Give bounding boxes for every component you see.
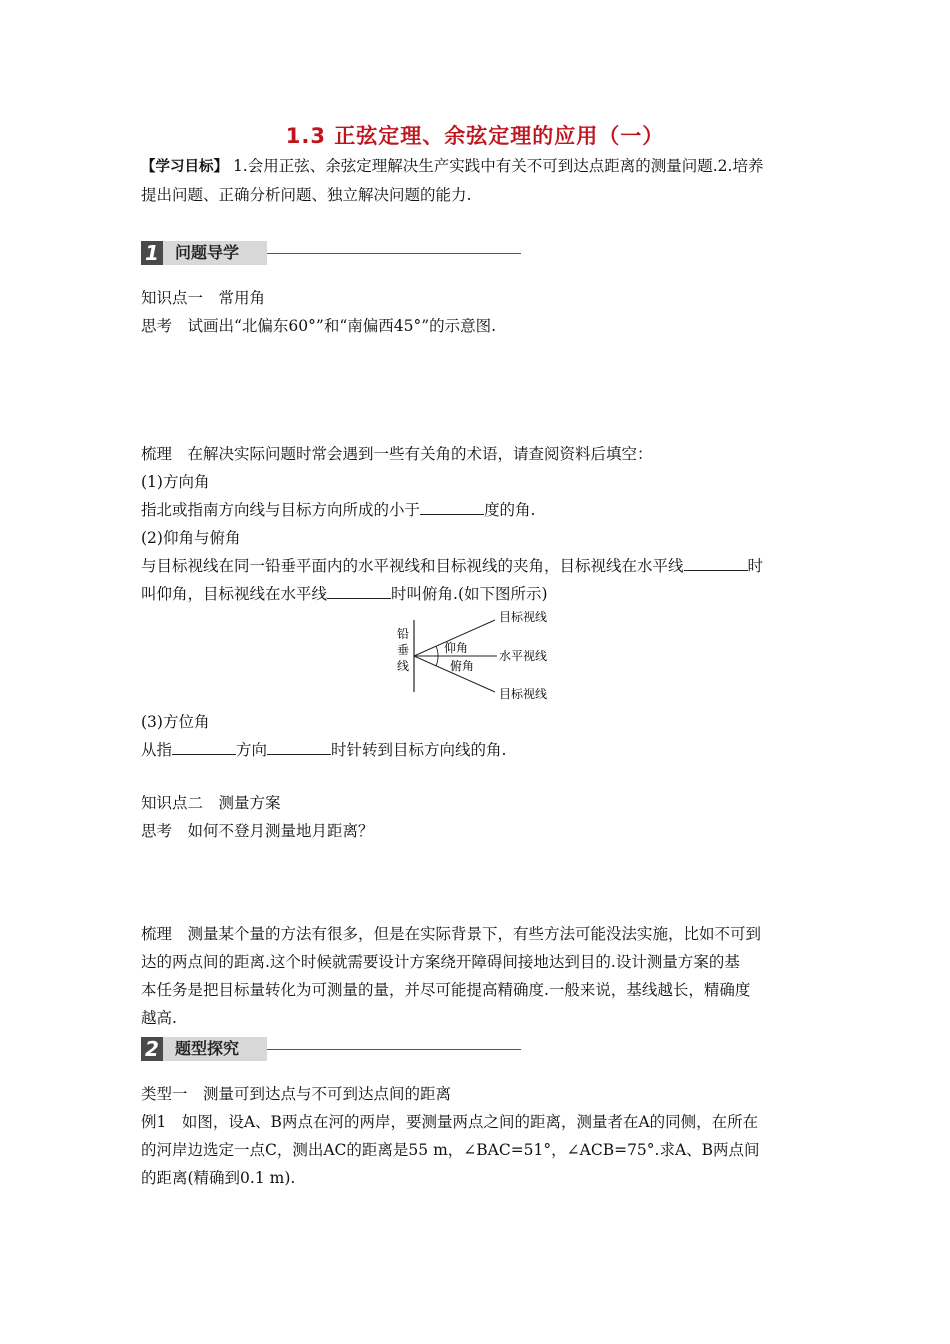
kp2-comb-1: 梳理 测量某个量的方法有很多，但是在实际背景下，有些方法可能没法实施，比如不可到 (141, 925, 762, 943)
example1-line1: 例1 如图，设A、B两点在河的两岸，要测量两点之间的距离，测量者在A的同侧，在所在 (141, 1113, 759, 1131)
objective-label: 【学习目标】 (141, 159, 228, 175)
kp1-item2-line1 (141, 552, 813, 580)
kp1-item3-title: (3)方位角 (141, 713, 210, 731)
target-bottom-label: 目标视线 (499, 687, 548, 701)
section-rule (267, 1049, 521, 1050)
item3-text-c: 时针转到目标方向线的角. (331, 741, 507, 759)
vertical-label-3: 线 (397, 659, 410, 673)
section-label: 题型探究 (163, 1037, 267, 1061)
section-label: 问题导学 (163, 241, 267, 265)
kp1-item3 (141, 736, 813, 764)
type1-title: 类型一 测量可到达点与不可到达点间的距离 (141, 1085, 452, 1103)
example1-line2: 的河岸边选定一点C，测出AC的距离是55 m，∠BAC=51°，∠ACB=75°.求A、B两点间 (141, 1141, 760, 1159)
elevation-depression-diagram (390, 606, 565, 706)
fill-blank[interactable] (267, 738, 331, 755)
kp1-item2-line2 (141, 580, 813, 608)
kp1-item2-title: (2)仰角与俯角 (141, 529, 241, 547)
fill-blank[interactable] (327, 582, 391, 599)
section-header-2 (141, 1037, 521, 1063)
item3-text-b: 方向 (236, 741, 268, 759)
example1-line3: 的距离(精确到0.1 m). (141, 1169, 296, 1187)
section-number: 1 (141, 241, 163, 265)
kp1-item1 (141, 496, 813, 524)
section-number: 2 (141, 1037, 163, 1061)
item2-text-d: 时叫俯角.(如下图所示) (391, 585, 548, 603)
objective-line2: 提出问题、正确分析问题、独立解决问题的能力. (141, 186, 472, 204)
page-title: 1.3 正弦定理、余弦定理的应用（一） (285, 124, 665, 148)
item2-text-b: 时 (747, 557, 764, 575)
upper-angle-arc (436, 646, 438, 656)
learning-objective (141, 152, 813, 209)
horizontal-label: 水平视线 (499, 649, 548, 663)
lower-angle-label: 俯角 (450, 659, 475, 673)
item2-text-c: 叫仰角，目标视线在水平线 (141, 585, 328, 603)
kp1-think: 思考 试画出“北偏东60°”和“南偏西45°”的示意图. (141, 317, 497, 335)
item1-text-a: 指北或指南方向线与目标方向所成的小于 (141, 501, 421, 519)
objective-line1: 1.会用正弦、余弦定理解决生产实践中有关不可到达点距离的测量问题.2.培养 (232, 157, 764, 175)
kp2-comb-2: 达的两点间的距离.这个时候就需要设计方案绕开障碍间接地达到目的.设计测量方案的基 (141, 953, 740, 971)
fill-blank[interactable] (172, 738, 236, 755)
kp2-title: 知识点二 测量方案 (141, 794, 281, 812)
kp1-item1-title: (1)方向角 (141, 473, 210, 491)
kp2-comb-4: 越高. (141, 1009, 177, 1027)
kp1-title: 知识点一 常用角 (141, 289, 266, 307)
upper-angle-label: 仰角 (444, 641, 469, 655)
item2-text-a: 与目标视线在同一铅垂平面内的水平视线和目标视线的夹角，目标视线在水平线 (141, 557, 684, 575)
section-header-1 (141, 241, 521, 267)
item3-text-a: 从指 (141, 741, 173, 759)
section-rule (267, 253, 521, 254)
kp2-think: 思考 如何不登月测量地月距离？ (141, 822, 374, 840)
kp1-comb: 梳理 在解决实际问题时常会遇到一些有关角的术语，请查阅资料后填空： (141, 445, 653, 463)
item1-text-b: 度的角. (484, 501, 536, 519)
lower-angle-arc (436, 656, 438, 666)
target-top-label: 目标视线 (499, 610, 548, 624)
vertical-label-2: 垂 (397, 643, 410, 657)
kp2-comb-3: 本任务是把目标量转化为可测量的量，并尽可能提高精确度.一般来说，基线越长，精确度 (141, 981, 751, 999)
vertical-label-1: 铅 (397, 627, 410, 641)
fill-blank[interactable] (684, 554, 748, 571)
fill-blank[interactable] (420, 498, 484, 515)
